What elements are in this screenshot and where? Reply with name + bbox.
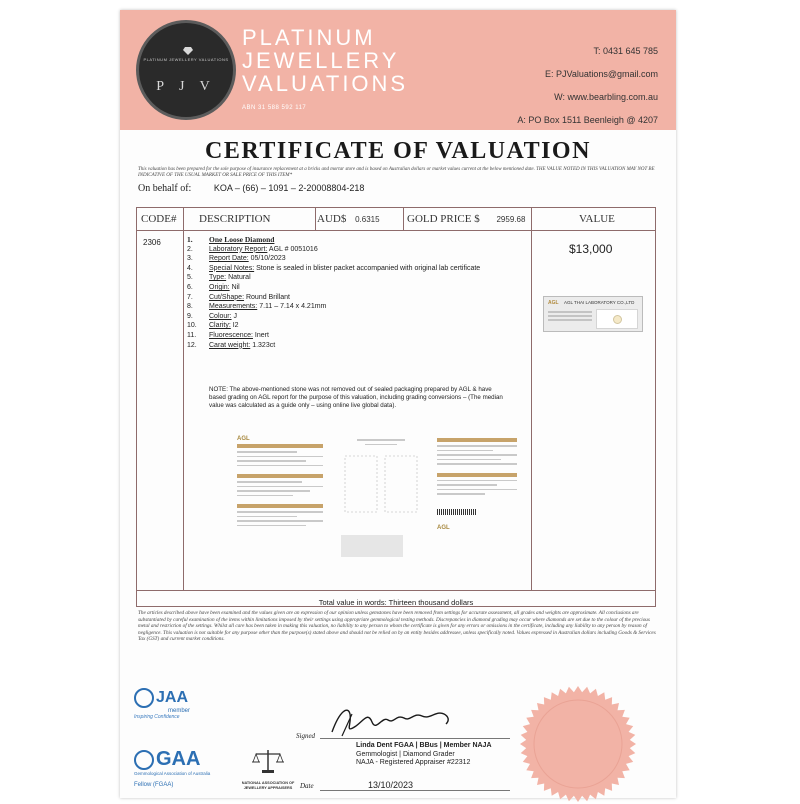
signer-role: Gemmologist | Diamond Grader — [356, 750, 455, 758]
lab-report-image — [237, 436, 517, 584]
column-divider — [315, 208, 316, 230]
behalf-label: On behalf of: — [138, 183, 192, 194]
gaa-fellow: Fellow (FGAA) — [134, 782, 174, 788]
gaa-logo — [134, 748, 210, 788]
handwritten-signature — [322, 702, 462, 740]
top-disclaimer: This valuation has been prepared for the sole purpose of insurance replacement at a bricks and mortar store and is based on Australian dollars or market values current at the below mentioned date. THE VALUE NOTED IN THIS VALUATION MAY NOT BE INDICATIVE OF THE USUAL MARKET OR SALE PRICE OF THIS ITEM* — [138, 167, 655, 178]
signer-name: Linda Dent FGAA | BBus | Member NAJA — [356, 742, 492, 749]
gaa-mark: GAA — [134, 748, 210, 771]
logo-initials: P J V — [156, 79, 216, 94]
gold-value: 2959.68 — [496, 215, 526, 224]
sealed-diamond-packet — [543, 296, 643, 332]
pjv-logo — [136, 20, 236, 120]
date-line — [320, 790, 510, 791]
header-aud — [317, 208, 380, 230]
item-value: $13,000 — [569, 242, 613, 256]
jaa-member: member — [168, 708, 191, 714]
contact-address: A: PO Box 1511 Beenleigh @ 4207 — [517, 115, 658, 125]
aud-label: AUD$ — [317, 213, 347, 225]
barcode-icon — [437, 509, 477, 515]
list-item: 10. Clarity: I2 — [187, 322, 239, 330]
diamond-icon — [183, 47, 193, 55]
contact-phone: T: 0431 645 785 — [593, 46, 658, 56]
gold-label: GOLD PRICE $ — [407, 213, 480, 225]
list-item: 4. Special Notes: Stone is sealed in blister packet accompanied with original lab certificate — [187, 264, 481, 272]
agl-logo: AGL — [437, 524, 450, 531]
brand-line: PLATINUM — [242, 25, 376, 50]
column-divider — [183, 208, 184, 230]
signer-details — [356, 742, 492, 768]
report-column — [237, 436, 323, 584]
row-divider — [137, 590, 655, 591]
naja-name: NATIONAL ASSOCIATION OF JEWELLERY APPRAISERS — [241, 781, 295, 790]
list-item: 1. One Loose Diamond — [187, 235, 275, 244]
jaa-tagline: Inspiring Confidence — [134, 714, 180, 720]
list-item: 3. Report Date: 05/10/2023 — [187, 255, 286, 263]
scales-icon — [251, 748, 285, 774]
item-code: 2306 — [143, 238, 161, 247]
valuation-table — [136, 207, 656, 607]
list-item: 8. Measurements: 7.11 – 7.14 x 4.21mm — [187, 303, 327, 311]
logo-ring-text: PLATINUM JEWELLERY VALUATIONS — [143, 57, 229, 62]
report-column — [341, 436, 421, 584]
globe-icon — [134, 750, 154, 770]
list-item: 7. Cut/Shape: Round Brillant — [187, 293, 290, 301]
valuation-date: 13/10/2023 — [368, 780, 414, 790]
contact-email: E: PJValuations@gmail.com — [544, 69, 658, 79]
grading-note: NOTE: The above-mentioned stone was not removed out of sealed packaging prepared by AGL & have based grading on AGL report for the purpose of this valuation, including grading conversions – (The median value was calculated as a guide only – using online live global data). — [209, 386, 503, 409]
list-item: 2. Laboratory Report: AGL # 0051016 — [187, 245, 318, 253]
globe-icon — [134, 688, 154, 708]
header-value: VALUE — [579, 213, 615, 225]
list-item: 6. Origin: Nil — [187, 283, 240, 291]
brand-line: JEWELLERY — [242, 48, 400, 73]
header-code: CODE# — [141, 213, 177, 225]
header-description: DESCRIPTION — [199, 213, 271, 225]
brand-line: VALUATIONS — [242, 71, 409, 96]
column-divider — [531, 208, 532, 590]
list-item: 5. Type: Natural — [187, 274, 251, 282]
signature-line — [320, 738, 510, 739]
contact-web: W: www.bearbling.com.au — [554, 92, 658, 102]
list-item: 12. Carat weight: 1.323ct — [187, 341, 276, 349]
lab-name: AGL THAI LABORATORY CO.,LTD — [564, 300, 635, 305]
item-description-list — [187, 235, 480, 350]
column-divider — [183, 230, 184, 590]
report-column — [437, 436, 517, 584]
jaa-logo — [134, 688, 190, 720]
date-label: Date — [300, 782, 314, 790]
bottom-disclaimer: The articles described above have been examined and the values given are an expression of our opinion unless gemstones have been removed from settings for accurate assessment, all grades and weights are approximate. All conclusions are substantiated by careful examination of the items within limitations imposed by their settings using appropriate gemmological testing methods. Discrepancies in diamond grading may occur where diamonds are set due to the colour of the precious metal and restriction of the settings. Whilst all care has been taken in making this valuation, no liability to any person to whom the certificate is given for any errors or omissions in the certificate, including any liability to any person by reason of negligence. This valuation is not suitable for any purpose other than the purpose(s) stated above and should not be relied on by an entity besides addressee, unless specifically noted. Values expressed in Australian dollars including Goods & Services Tax (GST) and current market conditions. — [138, 610, 656, 643]
agl-logo: AGL — [237, 436, 250, 442]
on-behalf-of — [138, 183, 364, 194]
brand-name — [242, 26, 408, 95]
certificate-title: CERTIFICATE OF VALUATION — [205, 138, 591, 164]
letterhead — [120, 10, 676, 130]
table-header — [137, 208, 655, 231]
packet-info — [548, 311, 592, 325]
aud-value: 0.6315 — [355, 215, 380, 224]
header-gold-price — [407, 208, 525, 230]
embossed-seal — [518, 684, 638, 804]
naja-logo — [238, 748, 298, 790]
packet-window — [596, 309, 638, 329]
certificate-page — [120, 10, 676, 798]
jaa-mark: JAA — [134, 688, 190, 708]
signer-registration: NAJA - Registered Appraiser #22312 — [356, 759, 471, 766]
gaa-subtitle: Gemmological Association of Australia — [134, 771, 211, 776]
list-item: 11. Fluorescence: Inert — [187, 331, 269, 339]
diamond-diagram-icon — [341, 454, 421, 514]
column-divider — [403, 208, 404, 230]
diamond-icon — [613, 315, 622, 324]
total-value-words: Total value in words: Thirteen thousand dollars — [318, 598, 474, 607]
abn-number: ABN 31 588 592 117 — [242, 105, 307, 111]
behalf-reference: KOA – (66) – 1091 – 2-20008804-218 — [213, 183, 365, 193]
agl-logo: AGL — [548, 300, 559, 306]
contact-block — [517, 40, 658, 132]
list-item: 9. Colour: J — [187, 312, 238, 320]
signed-label: Signed — [296, 732, 316, 740]
